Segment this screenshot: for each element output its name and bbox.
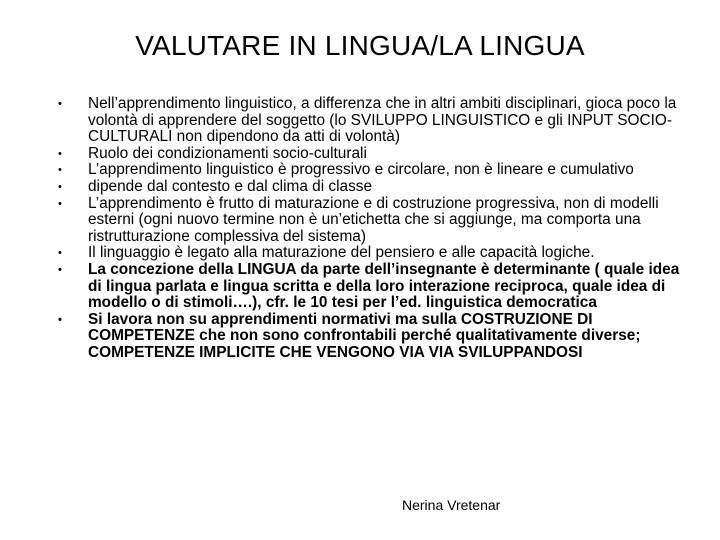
bullet-item xyxy=(58,179,688,196)
bullet-item xyxy=(58,245,688,262)
bullet-item xyxy=(58,96,688,146)
bullet-text: La concezione della LINGUA da parte dell’insegnante è determinante ( quale idea di lingua parlata e lingua scritta e della loro interazione reciproca, quale idea di modello o di stimoli….), cfr. le 10 tesi per l’ed. linguistica democratica xyxy=(88,260,680,312)
bullet-point-icon: • xyxy=(58,98,62,110)
bullet-text: Ruolo dei condizionamenti socio-culturali xyxy=(88,144,367,162)
author-footer: Nerina Vretenar xyxy=(402,497,501,513)
bullet-text: Si lavora non su apprendimenti normativi ma sulla COSTRUZIONE DI COMPETENZE che non sono confrontabili perché qualitativamente diverse; COMPETENZE IMPLICITE CHE VENGONO VIA VIA SVILUPPANDOSI xyxy=(88,310,641,361)
bullet-item xyxy=(58,146,688,163)
bullet-text: L’apprendimento è frutto di maturazione e di costruzione progressiva, non di modelli esterni (ogni nuovo termine non è un’etichetta che si aggiunge, ma comporta una ristrutturazione complessiva del sistema) xyxy=(88,194,659,245)
bullet-point-icon: • xyxy=(58,197,62,210)
bullet-point-icon: • xyxy=(58,147,62,160)
bullet-text: Nell’apprendimento linguistico, a differenza che in altri ambiti disciplinari, gioca poco la volontà di apprendere del soggetto (lo SVILUPPO LINGUISTICO e gli INPUT SOCIO-CULTURALI non dipendono da atti di volontà) xyxy=(88,95,677,146)
bullet-list xyxy=(58,96,688,362)
bullet-item xyxy=(58,312,688,362)
bullet-point-icon: • xyxy=(58,247,62,260)
bullet-point-icon: • xyxy=(58,263,62,276)
bullet-item xyxy=(58,262,688,312)
bullet-point-icon: • xyxy=(58,164,62,177)
bullet-point-icon: • xyxy=(58,180,62,193)
bullet-text: L’apprendimento linguistico è progressivo e circolare, non è lineare e cumulativo xyxy=(88,161,634,179)
bullet-text: Il linguaggio è legato alla maturazione del pensiero e alle capacità logiche. xyxy=(88,244,595,262)
bullet-item xyxy=(58,162,688,179)
bullet-text: dipende dal contesto e dal clima di classe xyxy=(88,177,373,195)
bullet-item xyxy=(58,196,688,246)
bullet-point-icon: • xyxy=(58,313,62,326)
slide-title: VALUTARE IN LINGUA/LA LINGUA xyxy=(135,30,585,61)
